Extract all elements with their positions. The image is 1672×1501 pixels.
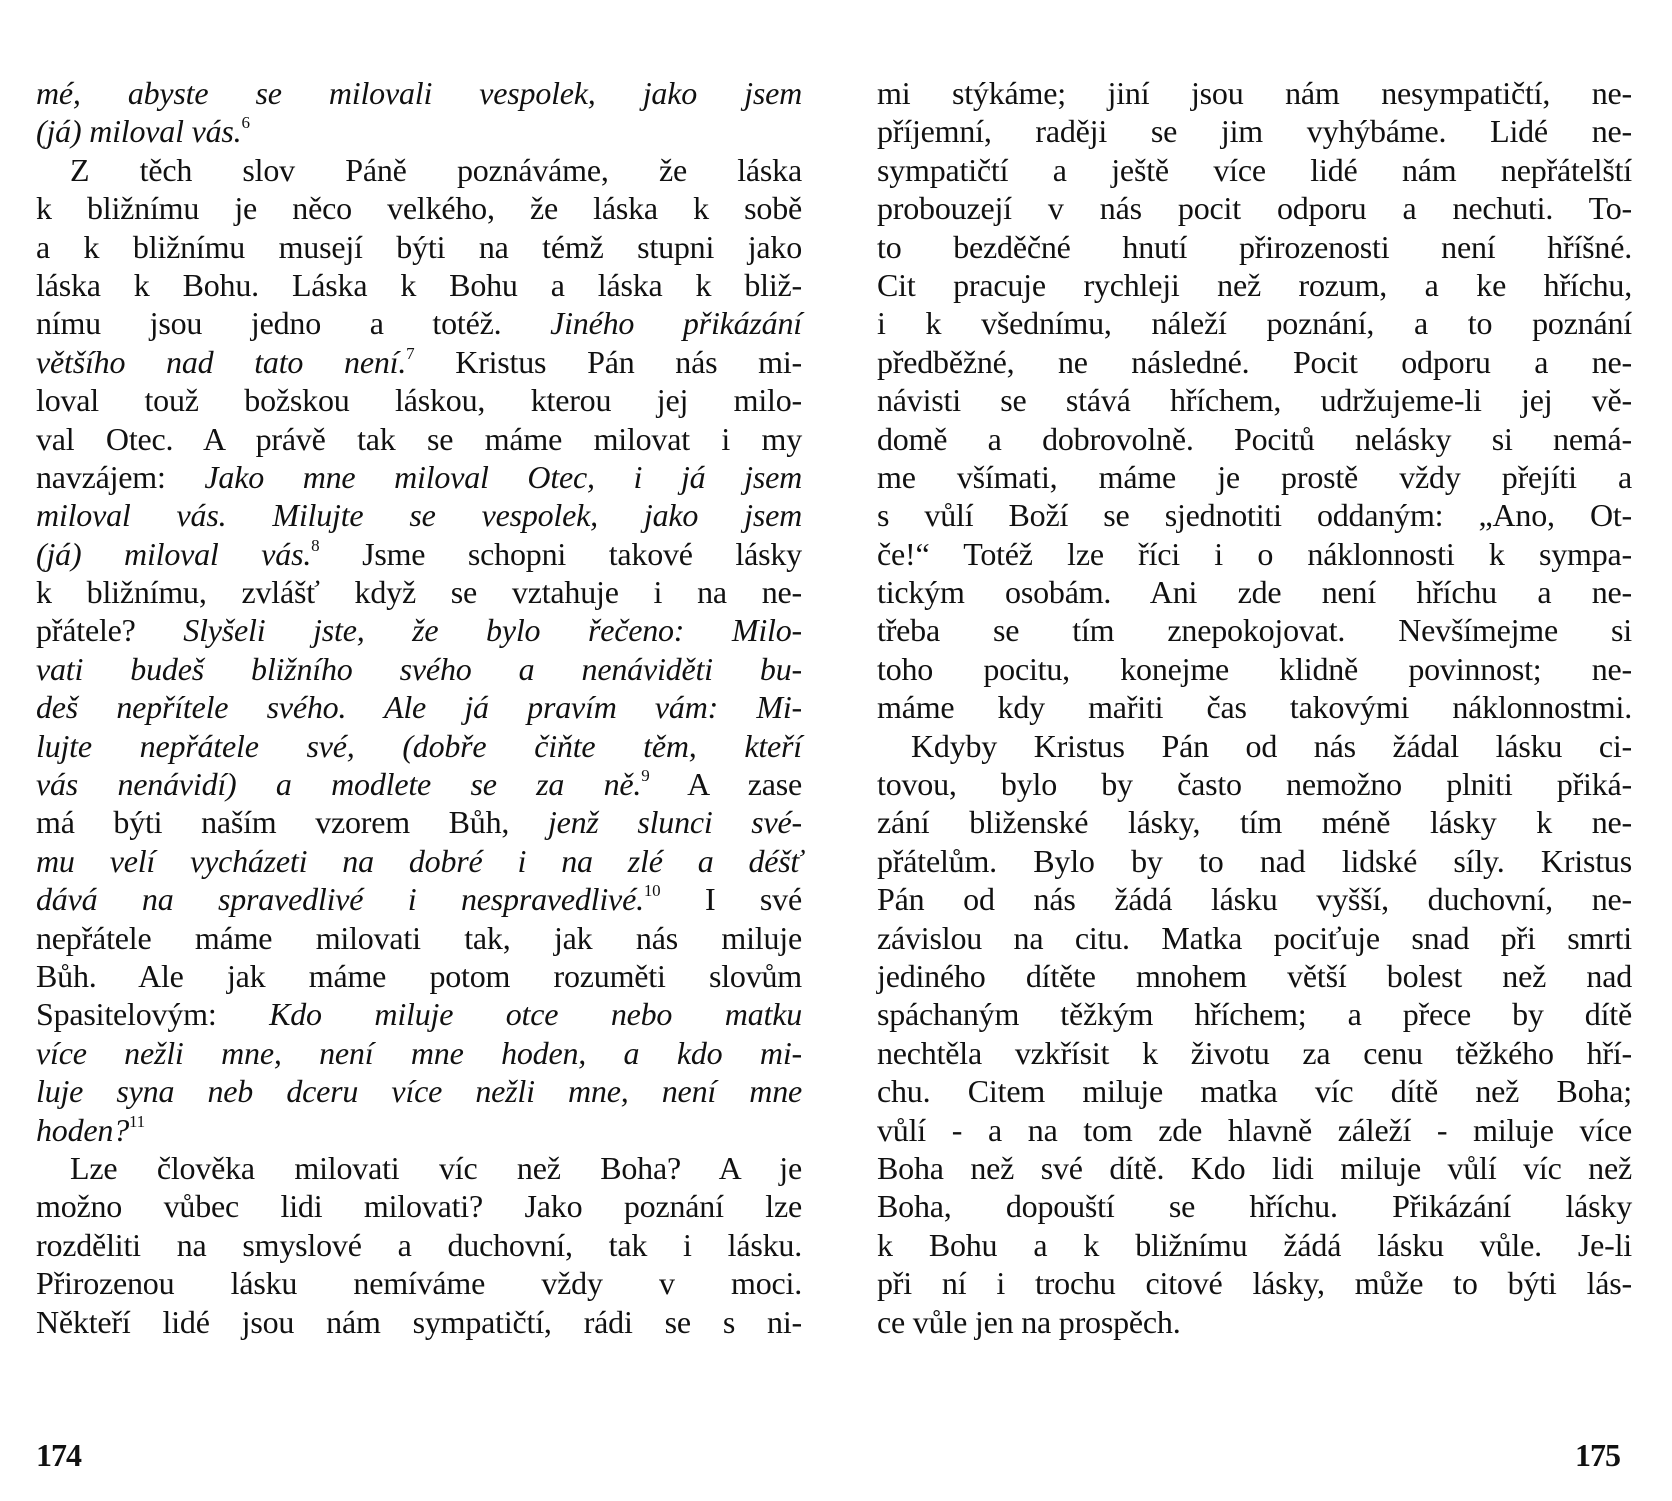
text-segment: tovou, bylo by často nemožno plniti přiká- (877, 766, 1632, 803)
text-line (36, 304, 802, 342)
text-segment: če!“ Totéž lze říci i o náklonnosti k sympa- (877, 535, 1632, 572)
text-line (36, 189, 802, 227)
text-segment: A zase (649, 766, 802, 803)
text-line (877, 1072, 1632, 1110)
text-segment: rozděliti na smyslové a duchovní, tak i lásku. (36, 1226, 802, 1263)
text-line (36, 1149, 802, 1187)
text-segment: s vůlí Boží se sjednotiti oddaným: „Ano, Ot- (877, 497, 1632, 534)
text-segment: nechtěla vzkřísit k životu za cenu těžkého hří- (877, 1034, 1632, 1071)
text-segment: mi stýkáme; jiní jsou nám nesympatičtí, ne- (877, 75, 1632, 111)
italic-quote-segment: vati budeš bližního svého a nenáviděti bu- (36, 650, 802, 687)
text-line (877, 1226, 1632, 1264)
italic-quote-segment: většího nad tato není. (36, 343, 407, 380)
text-segment: nepřátele máme milovati tak, jak nás miluje (36, 919, 802, 956)
text-line (877, 573, 1632, 611)
text-segment: navzájem: (36, 458, 205, 495)
text-segment: k bližnímu je něco velkého, že láska k sobě (36, 190, 802, 227)
text-line (877, 458, 1632, 496)
text-segment: jediného dítěte mnohem větší bolest než nad (877, 957, 1632, 994)
italic-quote-segment: dává na spravedlivé i nespravedlivé. (36, 881, 644, 918)
text-line (36, 112, 802, 150)
text-segment: Cit pracuje rychleji než rozum, a ke hříchu, (877, 266, 1632, 303)
text-line (877, 74, 1632, 112)
text-line (36, 458, 802, 496)
text-line (36, 343, 802, 381)
text-segment: Pán od nás žádá lásku vyšší, duchovní, ne- (877, 881, 1632, 918)
text-line (877, 420, 1632, 458)
text-line (36, 688, 802, 726)
footnote-marker: 9 (641, 766, 650, 786)
text-line (36, 803, 802, 841)
text-line (877, 112, 1632, 150)
text-line (877, 1187, 1632, 1225)
text-segment: Bůh. Ale jak máme potom rozuměti slovům (36, 957, 802, 994)
text-segment: a k bližnímu musejí býti na témž stupni jako (36, 228, 802, 265)
text-line (36, 228, 802, 266)
text-segment: při ní i trochu citové lásky, může to býti lás- (877, 1265, 1632, 1302)
text-line (36, 765, 802, 803)
text-line (36, 1303, 802, 1341)
text-line (36, 496, 802, 534)
text-line (877, 266, 1632, 304)
text-segment: vůlí - a na tom zde hlavně záleží - miluje více (877, 1111, 1632, 1148)
text-line (877, 496, 1632, 534)
text-line (36, 74, 802, 112)
text-segment: Někteří lidé jsou nám sympatičtí, rádi se s ni- (36, 1303, 802, 1340)
italic-quote-segment: Kdo miluje otce nebo matku (269, 996, 803, 1033)
text-line (877, 995, 1632, 1033)
italic-quote-segment: (já) miloval vás. (36, 535, 312, 572)
text-segment: máme kdy mařiti čas takovými náklonnostmi. (877, 689, 1632, 726)
text-segment: domě a dobrovolně. Pocitů nelásky si nemá- (877, 420, 1632, 457)
text-segment: probouzejí v nás pocit odporu a nechuti. To- (877, 190, 1632, 227)
text-line (36, 1072, 802, 1110)
italic-quote-segment: luje syna neb dceru více nežli mne, není mne (36, 1073, 802, 1110)
italic-quote-segment: miloval vás. Milujte se vespolek, jako jsem (36, 497, 802, 534)
text-line (36, 573, 802, 611)
text-line (36, 266, 802, 304)
text-line (36, 1226, 802, 1264)
italic-quote-segment: více nežli mne, není mne hoden, a kdo mi- (36, 1034, 802, 1071)
text-segment: Boha než své dítě. Kdo lidi miluje vůlí víc než (877, 1149, 1632, 1186)
footnote-marker: 7 (406, 343, 415, 363)
text-segment: Z těch slov Páně poznáváme, že láska (70, 151, 802, 188)
text-line (36, 535, 802, 573)
italic-quote-segment: Slyšeli jste, že bylo řečeno: Milo- (183, 612, 802, 649)
text-line (877, 1034, 1632, 1072)
text-segment: val Otec. A právě tak se máme milovat i my (36, 420, 802, 457)
text-segment: ce vůle jen na prospěch. (877, 1303, 1181, 1340)
text-segment: přátele? (36, 612, 184, 649)
text-segment: Kdyby Kristus Pán od nás žádal lásku ci- (911, 727, 1632, 764)
italic-quote-segment: hoden? (36, 1111, 130, 1148)
text-segment: to bezděčné hnutí přirozenosti není hříšné. (877, 228, 1632, 265)
text-segment: spáchaným těžkým hříchem; a přece by dítě (877, 996, 1632, 1033)
text-segment: me všímati, máme je prostě vždy přejíti a (877, 458, 1632, 495)
text-segment: Kristus Pán nás mi- (414, 343, 802, 380)
text-segment: možno vůbec lidi milovati? Jako poznání lze (36, 1188, 802, 1225)
italic-quote-segment: Jako mne miloval Otec, i já jsem (204, 458, 802, 495)
text-line (36, 957, 802, 995)
text-segment: Přirozenou lásku nemíváme vždy v moci. (36, 1265, 802, 1302)
text-segment: nímu jsou jedno a totéž. (36, 305, 551, 342)
footnote-marker: 8 (311, 535, 320, 555)
text-segment: i k všednímu, náleží poznání, a to poznání (877, 305, 1632, 342)
text-line (877, 957, 1632, 995)
text-segment: zání bliženské lásky, tím méně lásky k ne- (877, 804, 1632, 841)
text-line (877, 727, 1632, 765)
italic-quote-segment: Jiného přikázání (550, 305, 802, 342)
text-line (877, 381, 1632, 419)
page-number-left: 174 (36, 1437, 81, 1473)
text-line (877, 304, 1632, 342)
text-segment: Boha, dopouští se hříchu. Přikázání lásky (877, 1188, 1632, 1225)
text-segment: předběžné, ne následné. Pocit odporu a ne- (877, 343, 1632, 380)
italic-quote-segment: jenž slunci své- (547, 804, 802, 841)
text-segment: k Bohu a k bližnímu žádá lásku vůle. Je-li (877, 1226, 1632, 1263)
text-segment: přátelům. Bylo by to nad lidské síly. Kristus (877, 842, 1632, 879)
text-line (877, 765, 1632, 803)
text-line (36, 880, 802, 918)
text-line (877, 189, 1632, 227)
right-page-text (877, 74, 1632, 1341)
footnote-marker: 11 (129, 1111, 145, 1131)
text-segment: má býti naším vzorem Bůh, (36, 804, 548, 841)
text-line (877, 919, 1632, 957)
text-segment: sympatičtí a ještě více lidé nám nepřátelští (877, 151, 1632, 188)
text-line (877, 611, 1632, 649)
text-segment: loval touž božskou láskou, kterou jej milo- (36, 382, 802, 419)
text-segment: I své (660, 881, 802, 918)
text-line (877, 1264, 1632, 1302)
footnote-marker: 10 (643, 881, 661, 901)
text-line (877, 650, 1632, 688)
text-segment: třeba se tím znepokojovat. Nevšímejme si (877, 612, 1632, 649)
text-segment: Jsme schopni takové lásky (319, 535, 802, 572)
text-segment: toho pocitu, konejme klidně povinnost; ne- (877, 650, 1632, 687)
text-line (36, 995, 802, 1033)
text-line (36, 842, 802, 880)
italic-quote-segment: lujte nepřátele své, (dobře čiňte těm, kteří (36, 727, 802, 764)
text-line (36, 650, 802, 688)
text-line (877, 151, 1632, 189)
text-line (877, 880, 1632, 918)
text-line (877, 1111, 1632, 1149)
text-line (36, 611, 802, 649)
text-segment: závislou na citu. Matka pociťuje snad při smrti (877, 919, 1632, 956)
footnote-marker: 6 (241, 113, 250, 133)
italic-quote-segment: mu velí vycházeti na dobré i na zlé a déšť (36, 842, 802, 879)
italic-quote-segment: deš nepřítele svého. Ale já pravím vám: Mi- (36, 689, 802, 726)
page-number-right: 175 (1575, 1437, 1620, 1473)
left-page-text (36, 74, 802, 1341)
text-line (877, 535, 1632, 573)
text-segment: k bližnímu, zvlášť když se vztahuje i na ne- (36, 574, 802, 611)
text-line (36, 1187, 802, 1225)
text-segment: Lze člověka milovati víc než Boha? A je (70, 1149, 802, 1186)
text-segment: příjemní, raději se jim vyhýbáme. Lidé ne- (877, 113, 1632, 150)
italic-quote-segment: (já) miloval vás. (36, 113, 242, 150)
text-line (877, 842, 1632, 880)
text-line (36, 1264, 802, 1302)
text-line (877, 1149, 1632, 1187)
text-line (36, 151, 802, 189)
text-line (36, 381, 802, 419)
text-line (36, 1111, 802, 1149)
text-segment: láska k Bohu. Láska k Bohu a láska k bliž- (36, 266, 802, 303)
text-line (877, 343, 1632, 381)
text-line (877, 228, 1632, 266)
text-line (36, 420, 802, 458)
text-segment: tickým osobám. Ani zde není hříchu a ne- (877, 574, 1632, 611)
text-segment: chu. Citem miluje matka víc dítě než Boha; (877, 1073, 1632, 1110)
text-segment: Spasitelovým: (36, 996, 270, 1033)
text-segment: návisti se stává hříchem, udržujeme-li jej vě- (877, 382, 1632, 419)
italic-quote-segment: vás nenávidí) a modlete se za ně. (36, 766, 642, 803)
text-line (877, 688, 1632, 726)
text-line (877, 803, 1632, 841)
text-line (36, 1034, 802, 1072)
text-line (36, 919, 802, 957)
text-line (877, 1303, 1632, 1341)
text-line (36, 727, 802, 765)
italic-quote-segment: mé, abyste se milovali vespolek, jako jsem (36, 75, 802, 111)
